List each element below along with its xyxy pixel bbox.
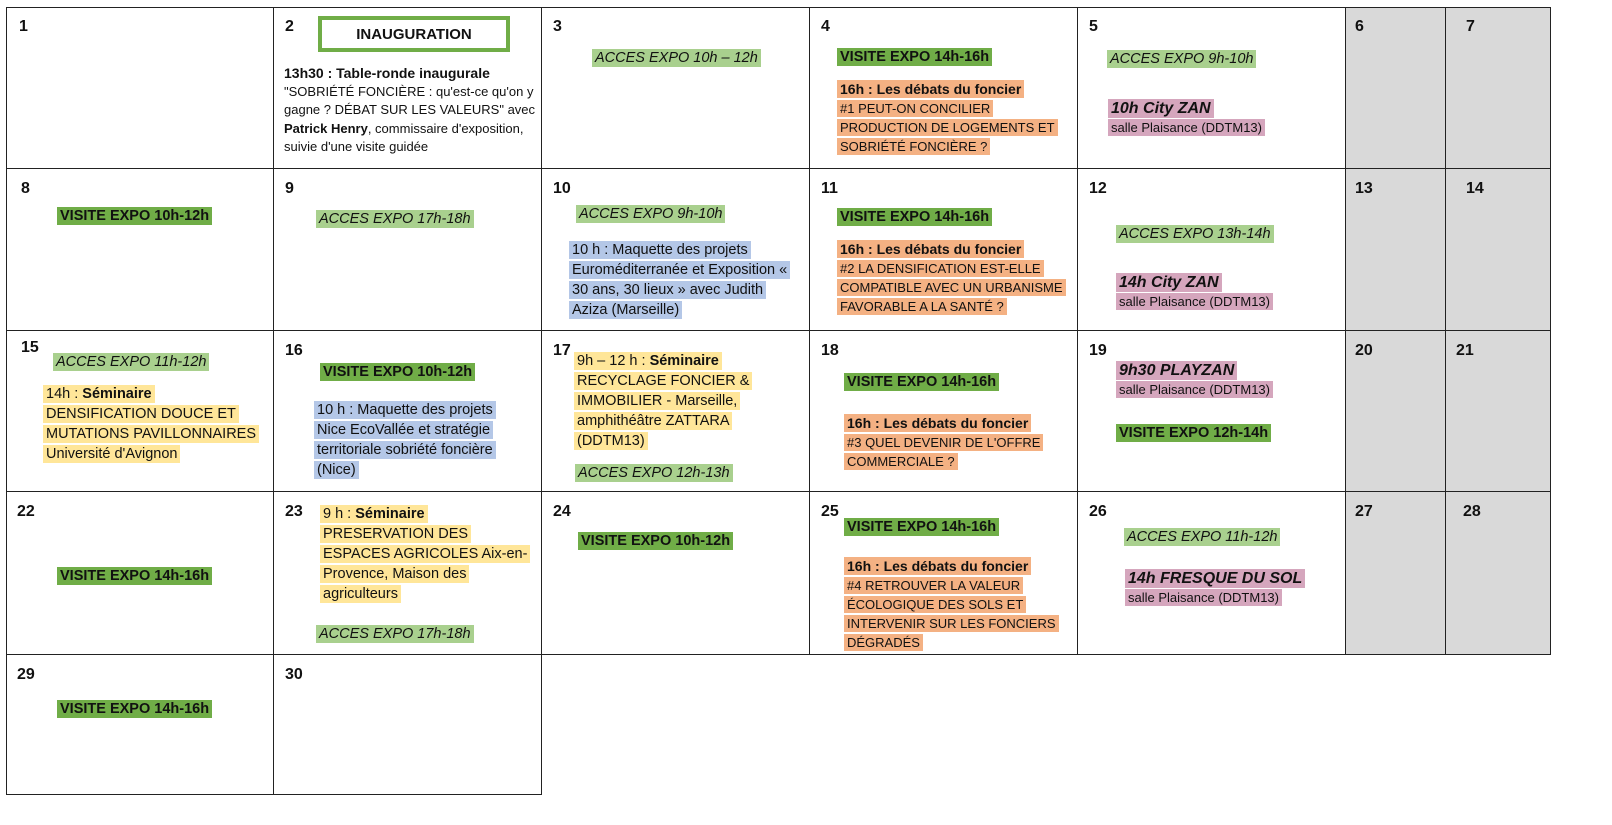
visite-expo-event	[1116, 423, 1271, 443]
visite-expo-label: VISITE EXPO 14h-16h	[57, 700, 212, 718]
day-number: 3	[553, 18, 562, 35]
day-cell-7	[1445, 7, 1551, 169]
day-cell-27	[1345, 491, 1446, 655]
day-number: 28	[1463, 503, 1481, 520]
acces-expo-event	[316, 624, 474, 644]
visite-expo-label: VISITE EXPO 14h-16h	[837, 48, 992, 66]
day-cell-28	[1445, 491, 1551, 655]
visite-expo-event	[57, 566, 212, 586]
day-number: 16	[285, 342, 303, 359]
acces-expo-label: ACCES EXPO 17h-18h	[316, 625, 474, 643]
debat-title: 16h : Les débats du foncier	[844, 557, 1031, 575]
day-number: 2	[285, 18, 294, 35]
day-number: 22	[17, 503, 35, 520]
seminaire-event	[43, 384, 268, 464]
acces-expo-event	[576, 204, 725, 224]
acces-expo-label: ACCES EXPO 12h-13h	[575, 464, 733, 482]
acces-expo-label: ACCES EXPO 11h-12h	[53, 353, 209, 371]
event-topic: "SOBRIÉTÉ FONCIÈRE : qu'est-ce qu'on y gagne ? DÉBAT SUR LES VALEURS"	[284, 83, 534, 117]
day-cell-21	[1445, 330, 1551, 492]
acces-expo-event	[316, 209, 474, 229]
day-number: 21	[1456, 342, 1474, 359]
maquette-text: 10 h : Maquette des projets Nice EcoVallée et stratégie territoriale sobriété foncière (Nice)	[314, 401, 496, 479]
seminaire-text	[574, 352, 752, 450]
day-cell-17	[541, 330, 810, 492]
city-zan-room: salle Plaisance (DDTM13)	[1108, 119, 1265, 136]
visite-expo-label: VISITE EXPO 14h-16h	[57, 567, 212, 585]
acces-expo-event	[575, 463, 733, 483]
event-role: , commissaire d'exposition, suivie d'une visite guidée	[284, 120, 524, 154]
day-cell-5	[1077, 7, 1346, 169]
debat-event	[837, 80, 1069, 156]
day-cell-11	[809, 168, 1078, 331]
day-number: 8	[21, 180, 30, 197]
acces-expo-event	[592, 48, 761, 68]
debat-text: #2 LA DENSIFICATION EST-ELLE COMPATIBLE AVEC UN URBANISME FAVORABLE A LA SANTÉ ?	[837, 260, 1066, 315]
playzan-room: salle Plaisance (DDTM13)	[1116, 381, 1273, 398]
day-number: 26	[1089, 503, 1107, 520]
acces-expo-label: ACCES EXPO 9h-10h	[1107, 50, 1256, 68]
day-number: 10	[553, 180, 571, 197]
city-zan-event	[1108, 99, 1265, 137]
visite-expo-label: VISITE EXPO 10h-12h	[578, 532, 733, 550]
debat-text: #3 QUEL DEVENIR DE L'OFFRE COMMERCIALE ?	[844, 434, 1043, 470]
day-number: 1	[19, 18, 28, 35]
day-number: 4	[821, 18, 830, 35]
day-number: 25	[821, 503, 839, 520]
day-cell-8	[6, 168, 274, 331]
day-number: 19	[1089, 342, 1107, 359]
day-cell-20	[1345, 330, 1446, 492]
acces-expo-event	[1116, 224, 1274, 244]
seminaire-label: Séminaire	[355, 506, 425, 522]
seminaire-time: 9h – 12 h :	[577, 353, 650, 369]
day-number: 23	[285, 503, 303, 520]
day-number: 7	[1466, 18, 1475, 35]
debat-title: 16h : Les débats du foncier	[844, 414, 1031, 432]
day-number: 5	[1089, 18, 1098, 35]
playzan-title: 9h30 PLAYZAN	[1116, 361, 1237, 380]
day-number: 29	[17, 666, 35, 683]
day-cell-2	[273, 7, 542, 169]
visite-expo-event	[837, 47, 992, 67]
seminaire-details: DENSIFICATION DOUCE ET MUTATIONS PAVILLONNAIRES Université d'Avignon	[46, 406, 257, 462]
day-cell-19	[1077, 330, 1346, 492]
day-cell-10	[541, 168, 810, 331]
debat-event	[837, 240, 1072, 316]
debat-title: 16h : Les débats du foncier	[837, 240, 1024, 258]
event-avec: avec	[507, 102, 536, 117]
city-zan-title: 10h City ZAN	[1108, 99, 1214, 118]
day-cell-1	[6, 7, 274, 169]
event-time: 13h30 : Table-ronde inaugurale	[284, 65, 490, 81]
visite-expo-event	[844, 517, 999, 537]
acces-expo-event	[1124, 527, 1280, 547]
seminaire-text	[43, 385, 259, 463]
day-cell-18	[809, 330, 1078, 492]
acces-expo-event	[53, 352, 209, 372]
day-number: 9	[285, 180, 294, 197]
day-number: 11	[821, 180, 838, 197]
city-zan-event	[1116, 273, 1273, 311]
day-cell-26	[1077, 491, 1346, 655]
day-number: 27	[1355, 503, 1373, 520]
seminaire-details: PRESERVATION DES ESPACES AGRICOLES Aix-en-Provence, Maison des agriculteurs	[323, 526, 528, 602]
debat-text: #4 RETROUVER LA VALEUR ÉCOLOGIQUE DES SOLS ET INTERVENIR SUR LES FONCIERS DÉGRADÉS	[844, 577, 1059, 651]
visite-expo-label: VISITE EXPO 12h-14h	[1116, 424, 1271, 442]
debat-event	[844, 557, 1059, 652]
maquette-text: 10 h : Maquette des projets Euroméditerranée et Exposition « 30 ans, 30 lieux » avec Judith Aziza (Marseille)	[569, 241, 790, 319]
table-ronde-event	[284, 64, 536, 157]
day-number: 20	[1355, 342, 1373, 359]
fresque-event	[1125, 569, 1305, 607]
fresque-room: salle Plaisance (DDTM13)	[1125, 589, 1282, 606]
seminaire-event	[320, 504, 535, 604]
day-cell-3	[541, 7, 810, 169]
day-cell-4	[809, 7, 1078, 169]
day-number: 14	[1466, 180, 1484, 197]
day-number: 30	[285, 666, 303, 683]
seminaire-time: 9 h :	[323, 506, 356, 522]
day-cell-12	[1077, 168, 1346, 331]
day-cell-13	[1345, 168, 1446, 331]
day-cell-24	[541, 491, 810, 655]
seminaire-label: Séminaire	[82, 386, 152, 402]
visite-expo-event	[57, 206, 212, 226]
seminaire-time: 14h :	[46, 386, 83, 402]
maquette-event	[314, 400, 524, 480]
seminaire-details: RECYCLAGE FONCIER & IMMOBILIER - Marseille, amphithéâtre ZATTARA (DDTM13)	[577, 373, 750, 449]
visite-expo-label: VISITE EXPO 14h-16h	[844, 373, 999, 391]
city-zan-title: 14h City ZAN	[1116, 273, 1222, 292]
visite-expo-label: VISITE EXPO 10h-12h	[320, 363, 475, 381]
day-cell-29	[6, 654, 274, 795]
day-number: 12	[1089, 180, 1107, 197]
acces-expo-label: ACCES EXPO 10h – 12h	[592, 49, 761, 67]
day-cell-30	[273, 654, 542, 795]
visite-expo-event	[57, 699, 212, 719]
day-number: 13	[1355, 180, 1373, 197]
debat-text: #1 PEUT-ON CONCILIER PRODUCTION DE LOGEMENTS ET SOBRIÉTÉ FONCIÈRE ?	[837, 100, 1058, 155]
day-number: 18	[821, 342, 839, 359]
day-cell-23	[273, 491, 542, 655]
acces-expo-label: ACCES EXPO 11h-12h	[1124, 528, 1280, 546]
visite-expo-label: VISITE EXPO 14h-16h	[837, 208, 992, 226]
acces-expo-label: ACCES EXPO 9h-10h	[576, 205, 725, 223]
day-cell-9	[273, 168, 542, 331]
visite-expo-event	[844, 372, 999, 392]
inauguration-box: INAUGURATION	[318, 16, 510, 52]
debat-event	[844, 414, 1064, 471]
maquette-event	[569, 240, 797, 320]
event-speaker: Patrick Henry	[284, 120, 368, 136]
day-number: 15	[21, 339, 39, 356]
visite-expo-event	[837, 207, 992, 227]
acces-expo-label: ACCES EXPO 17h-18h	[316, 210, 474, 228]
day-cell-15	[6, 330, 274, 492]
city-zan-room: salle Plaisance (DDTM13)	[1116, 293, 1273, 310]
day-number: 24	[553, 503, 571, 520]
day-number: 6	[1355, 18, 1364, 35]
visite-expo-label: VISITE EXPO 14h-16h	[844, 518, 999, 536]
acces-expo-event	[1107, 49, 1256, 69]
seminaire-label: Séminaire	[649, 353, 719, 369]
seminaire-text	[320, 505, 530, 603]
seminaire-event	[574, 351, 774, 451]
day-number: 17	[553, 342, 571, 359]
acces-expo-label: ACCES EXPO 13h-14h	[1116, 225, 1274, 243]
fresque-title: 14h FRESQUE DU SOL	[1125, 569, 1305, 588]
visite-expo-event	[578, 531, 733, 551]
day-cell-25	[809, 491, 1078, 655]
day-cell-6	[1345, 7, 1446, 169]
visite-expo-label: VISITE EXPO 10h-12h	[57, 207, 212, 225]
playzan-event	[1116, 361, 1273, 399]
day-cell-16	[273, 330, 542, 492]
day-cell-14	[1445, 168, 1551, 331]
day-cell-22	[6, 491, 274, 655]
debat-title: 16h : Les débats du foncier	[837, 80, 1024, 98]
visite-expo-event	[320, 362, 475, 382]
